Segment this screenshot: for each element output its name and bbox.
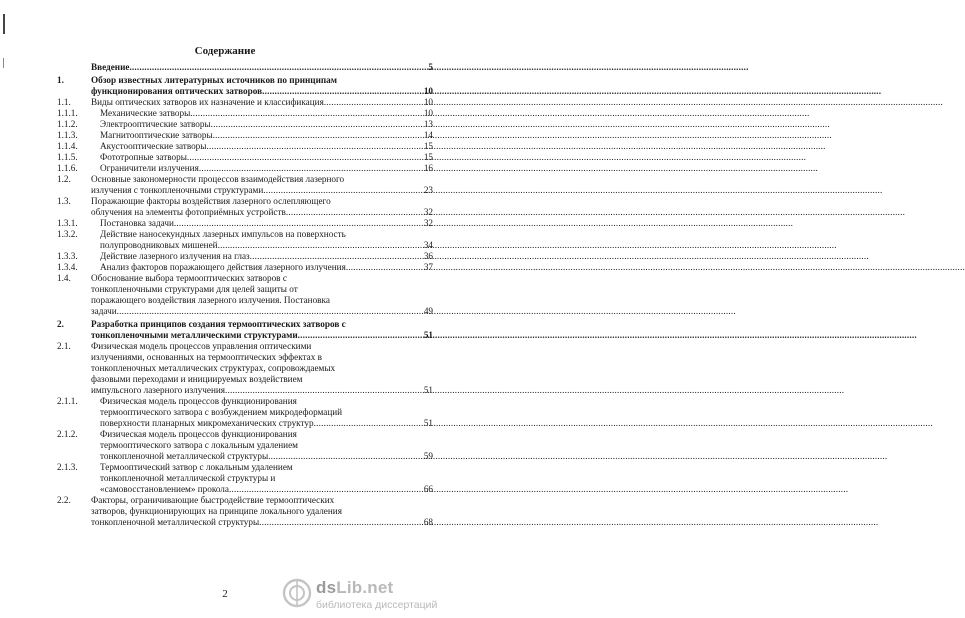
toc-dot-leader bbox=[211, 119, 423, 130]
toc-entry-page: 14 bbox=[423, 130, 433, 140]
toc-entry bbox=[57, 229, 433, 251]
toc-entry-text: Обоснование выбора термооптических затворов с bbox=[91, 273, 287, 283]
toc-entry-page: 66 bbox=[423, 484, 433, 494]
toc-entry-number: 1.4. bbox=[57, 273, 71, 283]
toc-dot-leader bbox=[346, 262, 423, 273]
toc-entry-text: тонкопленочной металлической структуры и bbox=[100, 473, 276, 483]
toc-entry-number: 2. bbox=[57, 319, 64, 329]
toc-entry bbox=[57, 273, 433, 317]
toc-entry bbox=[57, 495, 433, 528]
scan-edge-mark bbox=[3, 14, 5, 34]
toc-entry-text: Электрооптические затворы bbox=[100, 119, 211, 129]
toc-entry-text: излучениями, основанных на термооптических эффектах в bbox=[91, 352, 322, 362]
toc-entry-number: 1.1.4. bbox=[57, 141, 78, 151]
toc-entry-text: импульсного лазерного излучения bbox=[91, 385, 226, 395]
toc-entry bbox=[57, 396, 433, 429]
toc-entry-number: 2.1.1. bbox=[57, 396, 78, 406]
toc-entry-number: 2.1.2. bbox=[57, 429, 78, 439]
dslib-logo-icon bbox=[282, 578, 312, 608]
toc-entry-text: Поражающие факторы воздействия лазерного ослепляющего bbox=[91, 196, 331, 206]
toc-dot-leader bbox=[263, 185, 423, 196]
toc-entry-number: 2.1.3. bbox=[57, 462, 78, 472]
toc-entry-page: 37 bbox=[423, 262, 433, 272]
toc-entry-page: 23 bbox=[423, 185, 433, 195]
toc-entry bbox=[57, 97, 433, 108]
toc-entry-page: 59 bbox=[423, 451, 433, 461]
toc-entry-text: Обзор известных литературных источников по принципам bbox=[91, 75, 338, 85]
toc-entry bbox=[57, 174, 433, 196]
toc-dot-leader bbox=[286, 207, 423, 218]
toc-entry-page: 10 bbox=[423, 108, 433, 118]
toc-dot-leader bbox=[129, 62, 427, 73]
toc-entry-page: 5 bbox=[428, 62, 433, 72]
toc-entry-number: 2.1. bbox=[57, 341, 71, 351]
toc-entry-number: 1.3.2. bbox=[57, 229, 78, 239]
toc-entry-text: Физическая модель процессов функционирования bbox=[100, 429, 297, 439]
toc-dot-leader bbox=[190, 108, 423, 119]
toc-entry-text: Магнитооптические затворы bbox=[100, 130, 213, 140]
toc-entry bbox=[57, 130, 433, 141]
toc-dot-leader bbox=[298, 330, 423, 341]
scan-edge-mark bbox=[3, 58, 4, 68]
toc-entry-text: Виды оптических затворов их назначение и классификация bbox=[91, 97, 324, 107]
toc-entry-text: Действие лазерного излучения на глаз bbox=[100, 251, 250, 261]
toc-entry-number: 1.2. bbox=[57, 174, 71, 184]
toc-entry-text: фазовыми переходами и инициируемых воздействием bbox=[91, 374, 303, 384]
toc-entry-text: Введение bbox=[91, 62, 130, 72]
toc-entry-text: термооптического затвора с возбуждением микродеформаций bbox=[100, 407, 343, 417]
toc-entry-number: 1.1.5. bbox=[57, 152, 78, 162]
toc-entry bbox=[57, 218, 433, 229]
toc-entry-text: Основные закономерности процессов взаимодействия лазерного bbox=[91, 174, 345, 184]
toc-dot-leader bbox=[213, 130, 423, 141]
toc-entry-text: тонкопленочными структурами для целей защиты от bbox=[91, 284, 298, 294]
toc-entry-text: излучения с тонкопленочными структурами bbox=[91, 185, 264, 195]
toc-dot-leader bbox=[314, 418, 423, 429]
toc-entry-page: 51 bbox=[423, 418, 433, 428]
toc-entry-page: 15 bbox=[423, 141, 433, 151]
toc-entry bbox=[57, 108, 433, 119]
toc-entry-text: Физическая модель процессов управления оптическими bbox=[91, 341, 312, 351]
toc-entry-text: облучения на элементы фотоприёмных устройств bbox=[91, 207, 286, 217]
toc-entry-number: 1.1.2. bbox=[57, 119, 78, 129]
toc-entry-text: тонкопленочной металлической структуры bbox=[91, 517, 260, 527]
toc-entry-number: 1.3. bbox=[57, 196, 71, 206]
toc-entry-text: Термооптический затвор с локальным удалением bbox=[100, 462, 293, 472]
toc-dot-leader bbox=[262, 86, 423, 97]
toc-entry-text: Фототропные затворы bbox=[100, 152, 187, 162]
toc-entry-text: функционирования оптических затворов bbox=[91, 86, 263, 96]
watermark bbox=[282, 578, 442, 614]
toc-entry-page: 36 bbox=[423, 251, 433, 261]
toc-entry-page: 32 bbox=[423, 218, 433, 228]
toc-entry bbox=[57, 341, 433, 396]
toc-entry-number: 1. bbox=[57, 75, 64, 85]
toc-entry-text: задачи bbox=[91, 306, 117, 316]
page-title: Содержание bbox=[194, 45, 256, 57]
toc-entry bbox=[57, 141, 433, 152]
toc-entry-text: Механические затворы bbox=[100, 108, 191, 118]
toc-dot-leader bbox=[187, 152, 423, 163]
toc-dot-leader bbox=[199, 163, 423, 174]
toc-entry-text: тонкопленочных металлических структурах, сопровождаемых bbox=[91, 363, 336, 373]
toc-entry-page: 10 bbox=[423, 97, 433, 107]
toc-entry-text: Физическая модель процессов функционирования bbox=[100, 396, 297, 406]
toc-entry-number: 1.1.3. bbox=[57, 130, 78, 140]
toc-entry-text: Анализ факторов поражающего действия лазерного излучения bbox=[100, 262, 346, 272]
toc-entry-text: Разработка принципов создания термооптических затворов с bbox=[91, 319, 346, 329]
toc-entry-page: 34 bbox=[423, 240, 433, 250]
toc-dot-leader bbox=[117, 306, 423, 317]
toc-entry-text: поражающего воздействия лазерного излучения. Постановка bbox=[91, 295, 330, 305]
toc-entry-text: Акустооптические затворы bbox=[100, 141, 207, 151]
toc-entry bbox=[57, 462, 433, 495]
toc-dot-leader bbox=[225, 385, 423, 396]
toc-dot-leader bbox=[174, 218, 423, 229]
toc-entry-text: «самовосстановлением» прокола bbox=[100, 484, 229, 494]
toc-entry-page: 51 bbox=[423, 330, 433, 340]
toc-entry-number bbox=[57, 62, 91, 73]
toc-entry-text: затворов, функционирующих на принципе локального удаления bbox=[91, 506, 342, 516]
toc-entry-text: Ограничители излучения bbox=[100, 163, 199, 173]
toc-entry-number: 1.1.6. bbox=[57, 163, 78, 173]
toc-entry-text: тонкопленочной металлической структуры bbox=[100, 451, 269, 461]
toc-entry bbox=[57, 196, 433, 218]
toc-entry bbox=[57, 429, 433, 462]
toc-entry-page: 13 bbox=[423, 119, 433, 129]
toc-entry-page: 32 bbox=[423, 207, 433, 217]
toc-entry-page: 10 bbox=[423, 86, 433, 96]
toc-entry-page: 16 bbox=[423, 163, 433, 173]
toc-entry-text: тонкопленочными металлическими структурами bbox=[91, 330, 298, 340]
toc-entry-text: Действие наносекундных лазерных импульсов на поверхность bbox=[100, 229, 346, 239]
toc-entry bbox=[57, 163, 433, 174]
page-number: 2 bbox=[222, 588, 228, 600]
toc-dot-leader bbox=[250, 251, 423, 262]
toc-entry-number: 1.1. bbox=[57, 97, 71, 107]
toc-dot-leader bbox=[324, 97, 423, 108]
toc-entry bbox=[57, 319, 433, 341]
toc-entry-text: поверхности планарных микромеханических структур bbox=[100, 418, 314, 428]
toc-entry-page: 49 bbox=[423, 306, 433, 316]
watermark-tagline: библиотека диссертаций bbox=[316, 599, 438, 611]
toc-dot-leader bbox=[206, 141, 422, 152]
toc-entry-number: 1.3.3. bbox=[57, 251, 78, 261]
toc-entry-text: Факторы, ограничивающие быстродействие термооптических bbox=[91, 495, 335, 505]
toc-entry-page: 15 bbox=[423, 152, 433, 162]
toc-dot-leader bbox=[268, 451, 423, 462]
toc-entry bbox=[57, 62, 433, 73]
toc-entry-number: 1.1.1. bbox=[57, 108, 78, 118]
toc-dot-leader bbox=[259, 517, 423, 528]
table-of-contents bbox=[57, 62, 433, 528]
toc-entry-text: термооптического затвора с локальным удалением bbox=[100, 440, 298, 450]
toc-entry-page: 68 bbox=[423, 517, 433, 527]
toc-entry bbox=[57, 251, 433, 262]
toc-entry-number: 1.3.1. bbox=[57, 218, 78, 228]
toc-entry-text: полупроводниковых мишеней bbox=[100, 240, 218, 250]
toc-entry bbox=[57, 262, 433, 273]
toc-entry bbox=[57, 152, 433, 163]
toc-dot-leader bbox=[218, 240, 423, 251]
toc-entry-number: 2.2. bbox=[57, 495, 71, 505]
toc-entry-text: Постановка задачи bbox=[100, 218, 174, 228]
toc-entry bbox=[57, 75, 433, 97]
toc-entry-number: 1.3.4. bbox=[57, 262, 78, 272]
toc-entry-page: 51 bbox=[423, 385, 433, 395]
toc-dot-leader bbox=[229, 484, 423, 495]
toc-entry bbox=[57, 119, 433, 130]
watermark-site: dsLib.net bbox=[316, 578, 394, 597]
